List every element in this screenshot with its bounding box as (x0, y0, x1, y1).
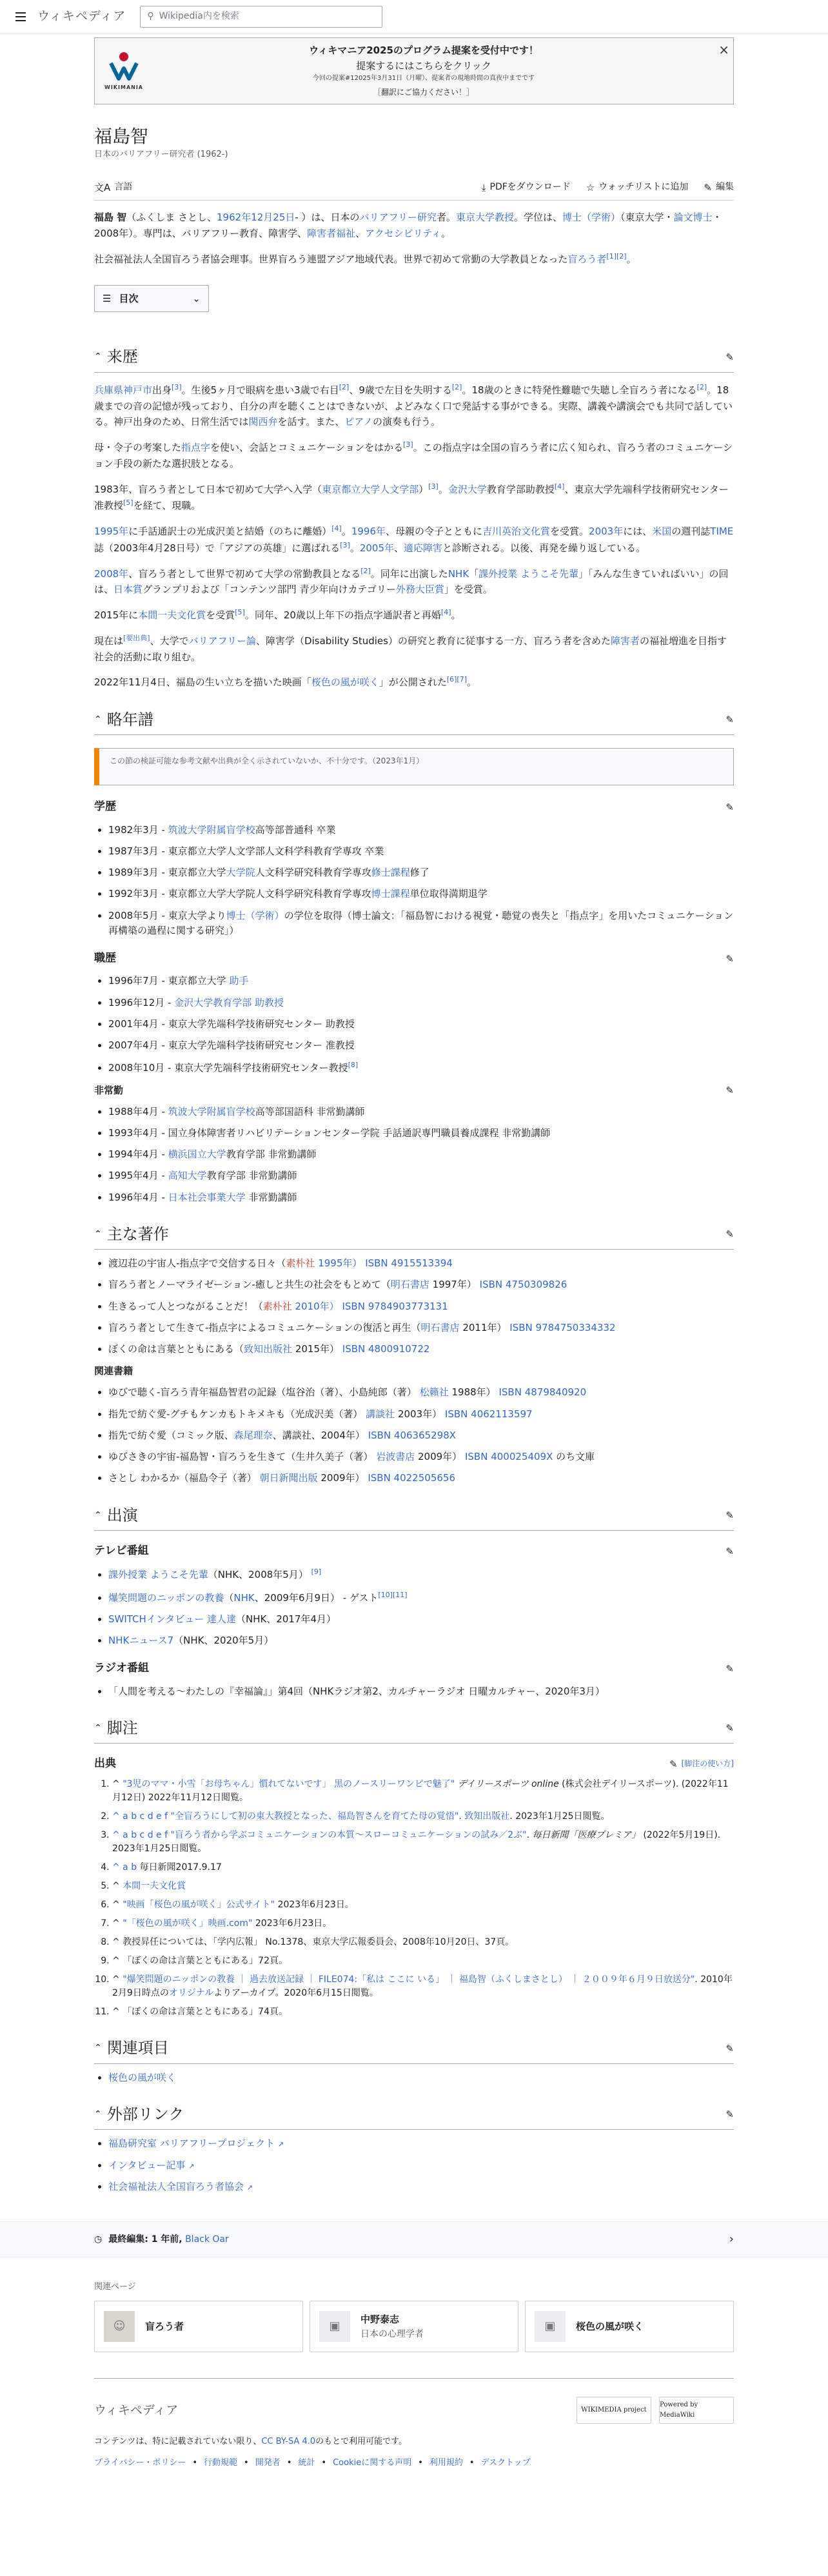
citation[interactable]: [4] (440, 608, 451, 617)
section-heading-raireki[interactable]: ⌃ 来歴 ✎ (94, 344, 734, 372)
footer-link[interactable]: 統計 (298, 2457, 315, 2468)
reference-item: 4. ^ a b 毎日新聞2017.9.17 (112, 1861, 734, 1874)
section-heading-gaibu[interactable]: ⌃ 外部リンク ✎ (94, 2102, 734, 2130)
citation[interactable]: [5] (123, 498, 133, 507)
list-item (108, 2070, 734, 2085)
list-item: • 「人間を考える〜わたしの『幸福論』」第4回（NHKラジオ第2、カルチャーラジオ 日曜カルチャー、2020年3月） (108, 1684, 734, 1699)
raireki-paragraph: 兵庫県神戸市出身[3]。生後5ヶ月で眼病を患い3歳で右目[2]、9歳で左目を失明する[2]。18歳のときに特発性難聴で失聴し全盲ろう者になる[2]。18歳までの音の記憶が残っており、自分の声を聴くことはできないが、よどみなく口で発話する事ができる。実際、講義や講演会でも共同で話している。神戸出身のため、日常生活では関西弁を話す。また、ピアノの演奏も行う。 (94, 382, 733, 428)
link[interactable]: 素朴社 (262, 1300, 292, 1312)
link[interactable]: NHKニュース7 (108, 1635, 174, 1647)
external-links-list (108, 2136, 734, 2194)
isbn-link[interactable]: ISBN 4750309826 (479, 1279, 567, 1291)
language-icon: 文A (94, 181, 111, 193)
list-item: • ぼくの命は言葉とともにある（致知出版社 2015年） ISBN 4800910722 (108, 1342, 734, 1357)
link[interactable]: 素朴社 (286, 1257, 315, 1270)
download-pdf-button[interactable]: ⤓ PDFをダウンロード (482, 180, 571, 195)
gakureki-list (108, 823, 734, 939)
last-edited-bar[interactable]: ◷ 最終編集: 1 年前, Black Oar › (0, 2221, 828, 2257)
subsection-heading: ラジオ番組 ✎ (94, 1660, 734, 1677)
external-link[interactable]: インタビュー記事 (108, 2159, 186, 2171)
isbn-link[interactable]: ISBN 9784750334332 (509, 1321, 616, 1333)
link[interactable]: 桜色の風が咲く (311, 676, 379, 689)
reference-item: 7. ^ "「桜色の風が咲く」映画.com" 2023年6月23日。 (112, 1917, 734, 1931)
link[interactable]: 米国 (652, 526, 672, 538)
link[interactable]: 外務大臣賞 (395, 584, 444, 596)
section-heading-chosaku[interactable]: ⌃ 主な著作 ✎ (94, 1222, 734, 1250)
chevron-up-icon: ⌃ (94, 714, 102, 725)
list-item: • 2007年4月 - 東京大学先端科学技術研究センター 准教授 (108, 1038, 734, 1053)
section-edit-icon[interactable]: ✎ (725, 1228, 734, 1241)
link[interactable]: 障害者福祉 (307, 227, 356, 239)
intro-paragraph-2: 社会福祉法人全国盲ろう者協会理事。世界盲ろう連盟アジア地域代表。世界で初めて常勤の大学教員となった盲ろう者[1][2]。 (94, 251, 636, 265)
link[interactable]: 岩波書店 (376, 1451, 415, 1463)
list-item: • 1996年7月 - 東京都立大学 助手 (108, 974, 734, 988)
wikimania-banner[interactable] (94, 37, 734, 104)
isbn-link[interactable]: ISBN 4879840920 (498, 1386, 587, 1399)
citation[interactable]: [4] (554, 482, 565, 491)
link[interactable]: NHK (448, 567, 469, 580)
tv-list (108, 1566, 734, 1648)
list-item: • 1996年12月 - 金沢大学教育学部 助教授 (108, 996, 734, 1010)
citation[interactable]: [2] (451, 382, 462, 391)
link[interactable]: "3児のママ・小雪「お母ちゃん」慣れてないです」 黒のノースリーワンピで魅了" (123, 1779, 455, 1790)
placeholder-image-icon: ▣ (319, 2311, 350, 2342)
link[interactable]: "全盲ろうにして初の東大教授となった、福島智さんを育てた母の覚悟" (170, 1811, 459, 1822)
wikimania-logo: WIKIMANIA (95, 38, 153, 104)
section-edit-icon[interactable]: ✎ (725, 952, 734, 965)
external-link[interactable]: 福島研究室 バリアフリープロジェクト (108, 2138, 275, 2150)
link[interactable]: 助教授 (255, 996, 284, 1008)
footer-link[interactable]: 行動規範 (204, 2457, 238, 2468)
section-heading-kyakuchu[interactable]: ⌃ 脚注 ✎ (94, 1716, 734, 1744)
reference-item: 11. ^ 「ぼくの命は言葉とともにある」74頁。 (112, 2005, 734, 2019)
link[interactable]: 大学院 (226, 867, 255, 879)
citation[interactable]: [3] (403, 440, 413, 449)
chevron-up-icon: ⌃ (94, 1722, 102, 1733)
toc-button[interactable]: ☰ 目次 ⌄ (94, 285, 209, 312)
license-text: コンテンツは、特に記載されていない限り、CC BY-SA 4.0のもとで利用可能です。 (94, 2436, 408, 2446)
link[interactable]: 2008年 (94, 567, 129, 580)
citation[interactable]: [6][7] (446, 675, 468, 684)
section-edit-icon[interactable]: ✎ (725, 1545, 734, 1557)
section-edit-icon[interactable]: ✎ (725, 1509, 734, 1521)
section-edit-icon[interactable]: ✎ (725, 714, 734, 726)
chevron-up-icon: ⌃ (94, 2109, 102, 2119)
list-item: • 渡辺荘の宇宙人-指点字で交信する日々（素朴社 1995年） ISBN 4915513394 (108, 1256, 734, 1271)
list-item: • 1987年3月 - 東京都立大学人文学部人文科学科教育学専攻 卒業 (108, 844, 734, 859)
page-footer (94, 2378, 734, 2490)
section-heading-ryaku[interactable]: ⌃ 略年譜 ✎ (94, 707, 734, 735)
link[interactable]: 適応障害 (404, 542, 443, 554)
kanren-books-list (108, 1385, 734, 1486)
radio-list (108, 1684, 734, 1699)
list-item (108, 2179, 734, 2194)
reference-item: 3. ^ a b c d e f "盲ろう者から学ぶコミュニケーションの本質〜スローコミュニケーションの試み／2ぶ". 毎日新聞「医療プレミア」 (2022年5月19日). 2023年1月25日閲覧。 (112, 1829, 734, 1856)
link[interactable]: 課外授業 ようこそ先輩 (108, 1569, 208, 1581)
banner-translate-link[interactable]: ［翻訳にご協力ください！］ (373, 88, 474, 97)
subsection-heading: テレビ番組 ✎ (94, 1542, 734, 1560)
isbn-link[interactable]: ISBN 400025409X (464, 1451, 553, 1463)
link[interactable]: 神戸市 (123, 384, 153, 396)
link[interactable]: SWITCHインタビュー 達人達 (108, 1613, 236, 1625)
reference-item: 9. ^ 「ぼくの命は言葉とともにある」72頁。 (112, 1954, 734, 1968)
link[interactable]: 森尾理奈 (233, 1429, 273, 1441)
link[interactable]: 明石書店 (390, 1279, 429, 1291)
list-item: • さとし わかるか（福島令子（著） 朝日新聞出版 2009年） ISBN 4022505656 (108, 1471, 734, 1486)
banner-close-icon[interactable]: × (718, 42, 729, 57)
list-item: • ゆびさきの宇宙-福島智・盲ろうを生きて（生井久美子（著） 岩波書店 2009年） ISBN 400025409X のち文庫 (108, 1450, 734, 1464)
list-item: • 1995年4月 - 高知大学教育学部 非常勤講師 (108, 1168, 734, 1183)
citation[interactable]: [3] (172, 382, 182, 391)
isbn-link[interactable]: ISBN 4915513394 (365, 1257, 453, 1270)
list-item: • SWITCHインタビュー 達人達（NHK、2017年4月） (108, 1612, 734, 1627)
list-item (108, 2158, 734, 2173)
link[interactable]: 1995年） (318, 1257, 362, 1270)
mediawiki-badge[interactable]: Powered by MediaWiki (659, 2397, 734, 2424)
raireki-paragraph: 2022年11月4日、福島の生い立ちを描いた映画「桜色の風が咲く」が公開された[6][7]。 (94, 675, 477, 689)
link[interactable]: 2003年 (589, 526, 624, 538)
maintenance-notice: この節の検証可能な参考文献や出典が全く示されていないか、不十分です。（2023年1月） (94, 748, 734, 785)
link[interactable]: 吉川英治文化賞 (482, 526, 551, 538)
link[interactable]: 博士（学術） (562, 211, 621, 224)
link[interactable]: 本間一夫文化賞 (123, 1881, 186, 1892)
citation-needed[interactable]: [要出典] (123, 633, 150, 642)
raireki-paragraph: 2008年、盲ろう者として世界で初めて大学の常勤教員となる[2]。同年に出演したNHK「課外授業 ようこそ先輩」「みんな生きていればいい」の回は、日本賞グランプリおよび「コンテンツ部門 青少年向けカテゴリー外務大臣賞」を受賞。 (94, 566, 729, 596)
footer-link[interactable]: プライバシー・ポリシー (94, 2457, 186, 2468)
chevron-up-icon: ⌃ (94, 1509, 102, 1520)
external-link-icon: ↗ (188, 2161, 195, 2170)
section-edit-icon[interactable]: ✎ (725, 801, 734, 814)
footer-link[interactable]: Cookieに関する声明 (333, 2457, 412, 2468)
banner-link[interactable]: 提案するにはこちらをクリック (356, 60, 491, 72)
list-item: • 盲ろう者とノーマライゼーション-癒しと共生の社会をもとめて（明石書店 1997年） ISBN 4750309826 (108, 1277, 734, 1292)
top-header (0, 0, 828, 34)
link[interactable]: 指点字 (181, 442, 211, 454)
list-item: • 2008年5月 - 東京大学より博士（学術）の学位を取得（博士論文：「福島智における視覚・聴覚の喪失と「指点字」を用いたコミュニケーション再構築の過程に関する研究」） (108, 909, 734, 939)
list-icon: ☰ (103, 293, 112, 305)
list-item: • 盲ろう者として生きて-指点字によるコミュニケーションの復活と再生（明石書店 2011年） ISBN 9784750334332 (108, 1321, 734, 1335)
raireki-paragraph: 母・令子の考案した指点字を使い、会話とコミュニケーションをはかる[3]。この指点字は全国の盲ろう者に広く知られ、盲ろう者のコミュニケーション手段の新たな選択肢となる。 (94, 440, 733, 469)
search-icon: ⚲ (147, 11, 154, 22)
list-item: • 課外授業 ようこそ先輩（NHK、2008年5月） [9] (108, 1566, 734, 1582)
link[interactable]: 金沢大学 (448, 483, 487, 495)
list-item: • 生きるって人とつながることだ！（素朴社 2010年） ISBN 9784903773131 (108, 1299, 734, 1314)
list-item: • 1992年3月 - 東京都立大学大学院人文科学研究科教育学専攻博士課程単位取得満期退学 (108, 887, 734, 901)
link[interactable]: 兵庫県 (94, 384, 124, 396)
link[interactable]: 博士課程 (371, 888, 410, 900)
list-item: • 1994年4月 - 横浜国立大学教育学部 非常勤講師 (108, 1147, 734, 1162)
citation[interactable]: [1][2] (606, 251, 627, 261)
link[interactable]: 東京大学教授 (455, 211, 514, 224)
related-pages: 関連ページ ☺ 盲ろう者 ▣ 中野泰志 日本の心理学者 ▣ 桜色の風が咲く (94, 2281, 734, 2352)
citation[interactable]: [10][11] (378, 1590, 408, 1599)
license-link[interactable]: CC BY-SA 4.0 (261, 2436, 316, 2446)
link[interactable]: ピアノ (344, 416, 373, 428)
raireki-paragraph: 1995年に手話通訳士の光成沢美と結婚（のちに離婚）[4]。1996年、母親の令子とともに吉川英治文化賞を受賞。2003年には、米国の週刊誌TIME誌（2003年4月28日号）で「アジアの英雄」に選ばれる[3]。2005年、適応障害と診断される。以後、再発を繰り返している。 (94, 524, 734, 554)
citation[interactable]: [4] (331, 524, 342, 533)
last-editor-link[interactable]: Black Oar (185, 2234, 229, 2245)
citation[interactable]: [3] (428, 482, 439, 491)
chevron-right-icon: › (729, 2232, 734, 2246)
link[interactable]: "映画「桜色の風が咲く」公式サイト" (123, 1900, 275, 1911)
section-edit-icon[interactable]: ✎ (725, 351, 734, 363)
banner-headline: ウィキマニア2025のプログラム提案を受付中です！ (309, 44, 538, 57)
list-item: • 2008年10月 - 東京大学先端科学技術研究センター教授[8] (108, 1059, 734, 1076)
list-item: • 2001年4月 - 東京大学先端科学技術研究センター 助教授 (108, 1017, 734, 1032)
subsubsection-heading: 関連書籍 (94, 1365, 133, 1377)
external-link-icon: ↗ (277, 2140, 284, 2149)
link[interactable]: 本間一夫文化賞 (138, 609, 206, 622)
reference-item: 5. ^ 本間一夫文化賞 (112, 1880, 734, 1893)
citation[interactable]: [2] (360, 566, 371, 575)
language-button[interactable]: 文A 言語 (94, 180, 132, 195)
pencil-icon: ✎ (704, 181, 712, 193)
isbn-link[interactable]: ISBN 9784903773131 (342, 1300, 448, 1312)
link[interactable]: 致知出版社 (464, 1811, 510, 1822)
link[interactable]: "「桜色の風が咲く」映画.com" (123, 1918, 253, 1929)
section-edit-icon[interactable]: ✎ (725, 2042, 734, 2054)
link[interactable]: 松籟社 (419, 1386, 449, 1399)
link[interactable]: 博士（学術） (226, 909, 284, 921)
subsection-heading: 職歴 ✎ (94, 950, 734, 967)
reference-item: 10. ^ "爆笑問題のニッポンの教養 ｜ 過去放送記録 ｜ FILE074:「私は ここに いる」 ｜ 福島智（ふくしまさとし） ｜ ２００９年６月９日放送分". 2010年2月9日時点のオリジナルよりアーカイブ。2020年6月15日閲覧。 (112, 1973, 734, 2000)
isbn-link[interactable]: ISBN 4022505656 (368, 1472, 455, 1484)
person-thumbnail: ☺ (104, 2311, 135, 2342)
link[interactable]: 爆笑問題のニッポンの教養 (108, 1591, 224, 1604)
list-item: • 指先で紡ぐ愛（コミック版、森尾理奈、講談社、2004年） ISBN 406365298X (108, 1428, 734, 1443)
download-icon: ⤓ (481, 181, 486, 193)
section-edit-icon[interactable]: ✎ (669, 1758, 678, 1770)
intro-paragraph-1: 福島 智（ふくしま さとし、1962年12月25日- ）は、日本のバリアフリー研究者。東京大学教授。学位は、博士（学術）（東京大学・論文博士・2008年）。専門は、バリアフリー教育、障害学、障害者福祉、アクセシビリティ。 (94, 211, 722, 239)
reference-item: 8. ^ 教授昇任については、「学内広報」 No.1378、東京大学広報委員会、2008年10月20日、37頁。 (112, 1936, 734, 1949)
link[interactable]: 明石書店 (420, 1321, 460, 1333)
link[interactable]: 朝日新聞出版 (259, 1472, 318, 1484)
list-item: • 1989年3月 - 東京都立大学大学院人文科学研究科教育学専攻修士課程修了 (108, 865, 734, 880)
section-edit-icon[interactable]: ✎ (725, 1084, 734, 1096)
link[interactable]: 1996年 (351, 526, 386, 538)
citation[interactable]: [5] (235, 608, 245, 617)
link[interactable]: 修士課程 (371, 867, 410, 879)
chevron-up-icon: ⌃ (94, 351, 102, 362)
main-menu-button[interactable] (10, 6, 31, 27)
link[interactable]: "盲ろう者から学ぶコミュニケーションの本質〜スローコミュニケーションの試み／2ぶ" (170, 1830, 527, 1841)
footer-link[interactable]: デスクトップ (480, 2457, 531, 2468)
placeholder-image-icon: ▣ (535, 2311, 566, 2342)
list-item: • 1988年4月 - 筑波大学附属盲学校高等部国語科 非常勤講師 (108, 1105, 734, 1119)
page-toolbar (94, 175, 734, 201)
list-item: • 指先で紡ぐ愛-グチもケンカもトキメキも（光成沢美（著） 講談社 2003年） ISBN 4062113597 (108, 1407, 734, 1422)
related-card[interactable]: ▣ 中野泰志 日本の心理学者 (310, 2301, 518, 2352)
subsection-heading: 学歴 ✎ (94, 798, 734, 816)
section-edit-icon[interactable]: ✎ (725, 1722, 734, 1734)
section-edit-icon[interactable]: ✎ (725, 2109, 734, 2121)
isbn-link[interactable]: ISBN 4062113597 (444, 1408, 533, 1420)
link[interactable]: 2005年 (359, 542, 395, 554)
link[interactable]: 東京都立大学人文学部 (322, 483, 419, 495)
link[interactable]: 桜色の風が咲く (108, 2071, 177, 2083)
link[interactable]: 日本賞 (113, 584, 143, 596)
subsection-heading: 出典 ✎ [脚注の使い方] (94, 1755, 734, 1773)
list-item: • NHKニュース7（NHK、2020年5月） (108, 1633, 734, 1648)
page-title: 福島智 (94, 126, 149, 147)
link[interactable]: 障害者 (610, 634, 640, 647)
subsubsection-heading: 非常勤 ✎ (94, 1083, 734, 1098)
history-icon: ◷ (94, 2234, 103, 2245)
link[interactable]: バリアフリー論 (188, 634, 257, 647)
chevron-up-icon: ⌃ (94, 1228, 102, 1239)
list-item (108, 2136, 734, 2151)
section-heading-shuen[interactable]: ⌃ 出演 ✎ (94, 1503, 734, 1531)
shokureki-list (108, 974, 734, 1076)
link[interactable]: 金沢大学教育学部 (174, 996, 252, 1008)
citation[interactable]: [8] (348, 1061, 359, 1070)
reference-item: 1. ^ "3児のママ・小雪「お母ちゃん」慣れてないです」 黒のノースリーワンピで魅了" デイリースポーツ online (株式会社デイリースポーツ). (2022年11月12日) 2022年11月12日閲覧。 (112, 1778, 734, 1805)
isbn-link[interactable]: ISBN 4800910722 (342, 1343, 430, 1355)
chosaku-list (108, 1256, 734, 1357)
footnote-help-link[interactable]: [脚注の使い方] (681, 1759, 734, 1769)
link[interactable]: 筑波大学附属盲学校 (168, 1105, 255, 1117)
chevron-up-icon: ⌃ (94, 2043, 102, 2054)
raireki-paragraph: 2015年に本間一夫文化賞を受賞[5]。同年、20歳以上年下の指点字通訳者と再婚[4]。 (94, 608, 461, 622)
article-content (94, 125, 734, 2194)
hijokin-list (108, 1105, 734, 1205)
link[interactable]: 1962年12月25日 (217, 211, 295, 224)
link[interactable]: 盲ろう者 (567, 253, 607, 265)
edit-button[interactable]: ✎ 編集 (704, 180, 734, 195)
link[interactable]: 論文博士 (673, 211, 713, 224)
link[interactable]: 講談社 (366, 1408, 395, 1420)
link[interactable]: 1995年 (94, 526, 129, 538)
raireki-paragraph: 1983年、盲ろう者として日本で初めて大学へ入学（東京都立大学人文学部）[3]。金沢大学教育学部助教授[4]、東京大学先端科学技術研究センター准教授[5]を経て、現職。 (94, 482, 729, 512)
footer-links: プライバシー・ポリシー • 行動規範 • 開発者 • 統計 • Cookieに関する声明 • 利用規約 • デスクトップ (94, 2457, 734, 2470)
citation[interactable]: [9] (311, 1568, 322, 1577)
citation[interactable]: [3] (340, 540, 350, 549)
list-item: • 1982年3月 - 筑波大学附属盲学校高等部普通科 卒業 (108, 823, 734, 838)
reference-list (112, 1778, 734, 2019)
link[interactable]: 日本社会事業大学 (168, 1191, 246, 1203)
banner-deadline: 今回の提案#12025年3月31日（月曜）、提案者の現地時間の真夜中までです (312, 75, 535, 83)
related-card[interactable]: ☺ 盲ろう者 (94, 2301, 303, 2352)
raireki-paragraph: 現在は[要出典]、大学でバリアフリー論、障害学（Disability Studies）の研究と教育に従事する一方、盲ろう者を含めた障害者の福祉増進を目指す社会的活動に取り組む。 (94, 633, 727, 663)
footer-link[interactable]: 開発者 (255, 2457, 281, 2468)
link[interactable]: オリジナル (168, 1988, 214, 1999)
chevron-down-icon: ⌄ (192, 293, 201, 305)
link[interactable]: 横浜国立大学 (168, 1148, 226, 1161)
section-heading-kanren[interactable]: ⌃ 関連項目 ✎ (94, 2036, 734, 2063)
list-item: • 1993年4月 - 国立身体障害者リハビリテーションセンター学院 手話通訳専門職員養成課程 非常勤講師 (108, 1126, 734, 1141)
link[interactable]: 高知大学 (168, 1170, 207, 1182)
wikimedia-badge[interactable]: WIKIMEDIA project (577, 2397, 651, 2424)
list-item: • ゆびで聴く-盲ろう青年福島智君の記録（塩谷治（著）、小島純郎（著） 松籟社 1988年） ISBN 4879840920 (108, 1385, 734, 1400)
star-icon: ☆ (586, 181, 595, 193)
related-card[interactable]: ▣ 桜色の風が咲く (525, 2301, 734, 2352)
link[interactable]: NHK (233, 1591, 255, 1604)
link[interactable]: 課外授業 ようこそ先輩 (478, 567, 578, 580)
link[interactable]: 致知出版社 (244, 1343, 293, 1355)
search-input[interactable]: ⚲ Wikipedia内を検索 (140, 6, 382, 28)
link[interactable]: 関西弁 (248, 416, 278, 428)
link[interactable]: 助手 (229, 975, 249, 987)
list-item: • 爆笑問題のニッポンの教養（NHK、2009年6月9日） - ゲスト[10][11] (108, 1589, 734, 1606)
citation[interactable]: [2] (696, 382, 707, 391)
footer-link[interactable]: 利用規約 (429, 2457, 463, 2468)
section-edit-icon[interactable]: ✎ (725, 1662, 734, 1675)
link[interactable]: TIME (710, 526, 734, 538)
reference-item: 6. ^ "映画「桜色の風が咲く」公式サイト" 2023年6月23日。 (112, 1898, 734, 1912)
list-item: • 1996年4月 - 日本社会事業大学 非常勤講師 (108, 1190, 734, 1205)
watchlist-button[interactable]: ☆ ウォッチリストに追加 (586, 180, 689, 195)
external-link[interactable]: 社会福祉法人全国盲ろう者協会 (108, 2180, 244, 2192)
see-also-list (108, 2070, 734, 2085)
reference-item: 2. ^ a b c d e f "全盲ろうにして初の東大教授となった、福島智さんを育てた母の覚悟". 致知出版社. 2023年1月25日閲覧。 (112, 1810, 734, 1824)
site-wordmark[interactable]: ウィキペディア (37, 9, 126, 24)
page-subtitle: 日本のバリアフリー研究者 (1962-) (94, 150, 228, 160)
link[interactable]: 2010年） (295, 1300, 339, 1312)
link[interactable]: 筑波大学附属盲学校 (168, 823, 255, 836)
citation[interactable]: [2] (339, 382, 350, 391)
external-link-icon: ↗ (246, 2183, 253, 2192)
isbn-link[interactable]: ISBN 406365298X (368, 1429, 457, 1441)
link[interactable]: アクセシビリティ (365, 227, 442, 239)
link[interactable]: "爆笑問題のニッポンの教養 ｜ 過去放送記録 ｜ FILE074:「私は ここに いる」 ｜ 福島智（ふくしまさとし） ｜ ２００９年６月９日放送分" (123, 1974, 695, 1985)
footer-wordmark[interactable]: ウィキペディア (94, 2403, 179, 2417)
link[interactable]: バリアフリー研究 (359, 211, 437, 224)
